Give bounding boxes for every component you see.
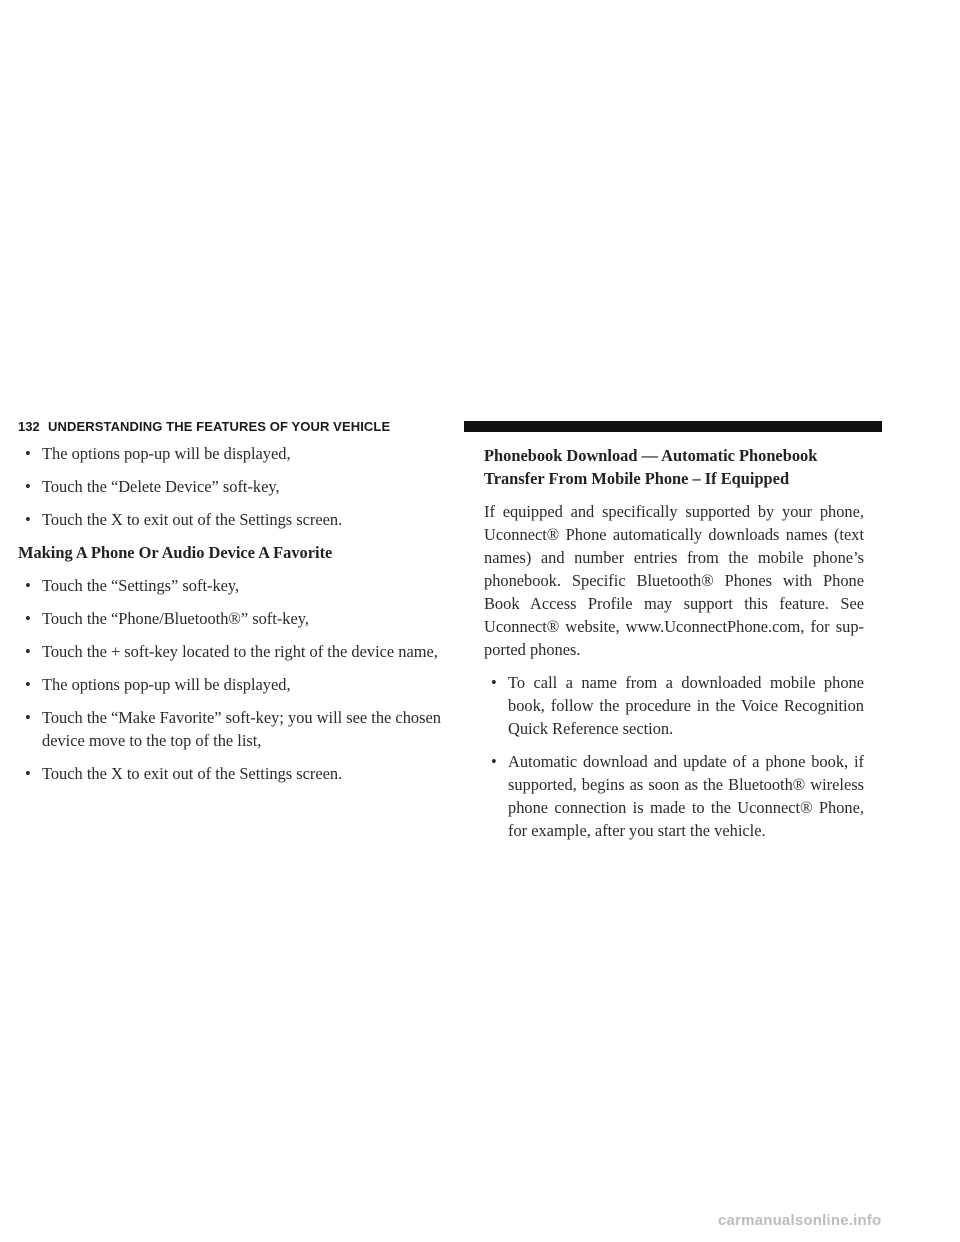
list-item: • The options pop-up will be displayed, <box>25 444 291 463</box>
list-item: • Touch the + soft-key located to the right of the device name, <box>25 642 438 661</box>
bullet-list-favorite <box>18 574 464 785</box>
bullet-icon: • <box>25 708 31 727</box>
body-paragraph: If equipped and specifically supported by your phone, Uconnect® Phone automatically downloads names (text names) and number entries from the mobile phone’s phonebook. Specific Bluetooth® Phones with Phone Book Access Profile may support this feature. See Uconnect® website, www.UconnectPhone.com, for sup-ported phones. <box>484 502 864 659</box>
page-number: 132 <box>18 419 40 434</box>
bullet-icon: • <box>25 642 31 661</box>
list-item: • Touch the X to exit out of the Settings screen. <box>25 510 343 529</box>
list-item: • Touch the “Settings” soft-key, <box>25 576 240 595</box>
right-column <box>484 442 864 852</box>
bullet-icon: • <box>25 510 31 529</box>
bullet-icon: • <box>25 444 31 463</box>
bullet-list-phonebook <box>484 671 864 842</box>
bullet-icon: • <box>491 752 497 771</box>
list-item: • To call a name from a downloaded mobile phone book, follow the procedure in the Voice Recognition Quick Reference section. <box>491 673 864 738</box>
list-item: • The options pop-up will be displayed, <box>25 675 291 694</box>
bullet-icon: • <box>25 609 31 628</box>
bullet-icon: • <box>25 477 31 496</box>
section-heading-favorite: Making A Phone Or Audio Device A Favorite <box>18 543 333 562</box>
list-item: • Automatic download and update of a phone book, if supported, begins as soon as the Bluetooth® wireless phone connection is made to the Uconnect® Phone, for example, after you start the vehicle. <box>491 752 864 840</box>
list-item: • Touch the “Phone/Bluetooth®” soft-key, <box>25 609 309 628</box>
page-header <box>18 418 864 436</box>
left-column <box>18 442 464 795</box>
section-title: UNDERSTANDING THE FEATURES OF YOUR VEHICLE <box>48 419 391 434</box>
section-heading-phonebook: Phonebook Download — Automatic Phonebook Transfer From Mobile Phone – If Equipped <box>484 446 818 488</box>
list-item: • Touch the “Delete Device” soft-key, <box>25 477 280 496</box>
list-item: • Touch the “Make Favorite” soft-key; you will see the chosen device move to the top of the list, <box>25 708 441 750</box>
bullet-icon: • <box>25 675 31 694</box>
list-item: • Touch the X to exit out of the Settings screen. <box>25 764 343 783</box>
watermark-text: carmanualsonline.info <box>718 1212 882 1229</box>
bullet-icon: • <box>25 764 31 783</box>
header-rule <box>464 421 882 432</box>
bullet-icon: • <box>491 673 497 692</box>
bullet-list-delete <box>18 442 464 531</box>
bullet-icon: • <box>25 576 31 595</box>
